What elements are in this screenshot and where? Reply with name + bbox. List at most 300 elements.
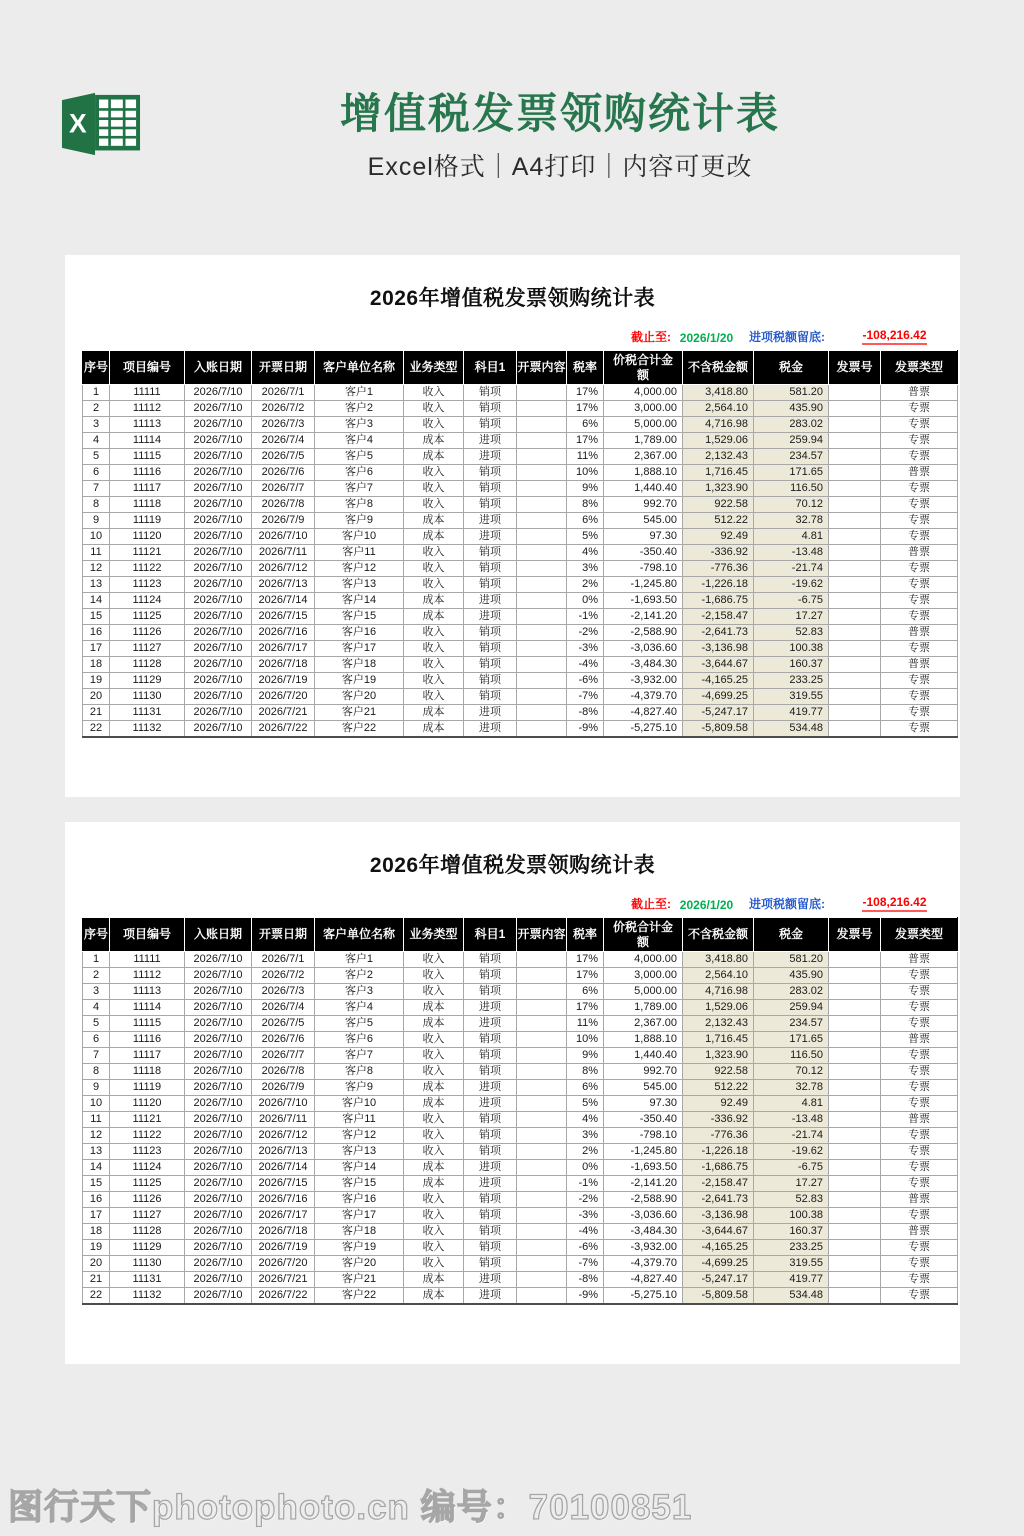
- table-cell: 2026/7/1: [252, 952, 315, 968]
- table-cell: [829, 705, 881, 721]
- table-cell: 3: [83, 984, 110, 1000]
- table-cell: 11120: [110, 529, 185, 545]
- table-cell: 2026/7/4: [252, 433, 315, 449]
- table-cell: 10%: [567, 1032, 604, 1048]
- table-cell: -776.36: [683, 1128, 754, 1144]
- table-cell: 12: [83, 1128, 110, 1144]
- table-cell: [829, 1112, 881, 1128]
- table-cell: [829, 952, 881, 968]
- table-cell: 2026/7/10: [185, 1064, 252, 1080]
- table-cell: 11130: [110, 1256, 185, 1272]
- table-cell: 专票: [881, 1288, 958, 1305]
- table-cell: -2,588.90: [604, 1192, 683, 1208]
- table-cell: 客户5: [315, 449, 404, 465]
- table-cell: -4%: [567, 657, 604, 673]
- table-cell: 专票: [881, 1128, 958, 1144]
- column-header: 序号: [83, 351, 110, 385]
- table-cell: 2026/7/10: [185, 1000, 252, 1016]
- table-row: [83, 625, 958, 641]
- table-cell: 11%: [567, 449, 604, 465]
- table-cell: 客户8: [315, 497, 404, 513]
- table-cell: [829, 673, 881, 689]
- table-cell: [829, 1256, 881, 1272]
- table-cell: 1,529.06: [683, 433, 754, 449]
- table-cell: 4,716.98: [683, 984, 754, 1000]
- vat-invoice-table: [82, 350, 958, 738]
- table-cell: 2026/7/2: [252, 968, 315, 984]
- table-cell: 销项: [464, 577, 517, 593]
- table-header-row: [83, 351, 958, 385]
- table-cell: 8: [83, 497, 110, 513]
- table-cell: 客户15: [315, 609, 404, 625]
- table-cell: 7: [83, 481, 110, 497]
- table-cell: 2026/7/22: [252, 721, 315, 738]
- table-cell: 进项: [464, 433, 517, 449]
- table-cell: [517, 1208, 567, 1224]
- table-cell: -2,641.73: [683, 1192, 754, 1208]
- column-header: 客户单位名称: [315, 918, 404, 952]
- table-cell: 11116: [110, 465, 185, 481]
- carryover-label: 进项税额留底:: [749, 330, 825, 344]
- table-cell: 销项: [464, 401, 517, 417]
- table-cell: 2026/7/14: [252, 593, 315, 609]
- table-cell: 2026/7/10: [185, 625, 252, 641]
- table-cell: 成本: [404, 513, 464, 529]
- table-cell: 11119: [110, 1080, 185, 1096]
- table-cell: [517, 561, 567, 577]
- table-cell: [517, 1000, 567, 1016]
- table-cell: 2026/7/10: [185, 609, 252, 625]
- table-cell: 客户10: [315, 1096, 404, 1112]
- table-cell: 2026/7/10: [185, 1096, 252, 1112]
- table-cell: 收入: [404, 1144, 464, 1160]
- table-cell: 171.65: [754, 1032, 829, 1048]
- table-cell: [829, 1096, 881, 1112]
- table-cell: 14: [83, 1160, 110, 1176]
- table-cell: -19.62: [754, 577, 829, 593]
- table-cell: 成本: [404, 705, 464, 721]
- table-cell: 11112: [110, 401, 185, 417]
- table-cell: 客户12: [315, 561, 404, 577]
- table-cell: 客户2: [315, 401, 404, 417]
- table-cell: [517, 1080, 567, 1096]
- table-cell: 9%: [567, 481, 604, 497]
- table-cell: 17.27: [754, 609, 829, 625]
- table-cell: 进项: [464, 1272, 517, 1288]
- table-cell: 进项: [464, 513, 517, 529]
- table-cell: 客户20: [315, 1256, 404, 1272]
- table-row: [83, 593, 958, 609]
- table-cell: 专票: [881, 1000, 958, 1016]
- table-cell: 2026/7/20: [252, 689, 315, 705]
- table-cell: 收入: [404, 689, 464, 705]
- table-cell: 客户19: [315, 1240, 404, 1256]
- table-cell: 2026/7/10: [185, 497, 252, 513]
- table-cell: 销项: [464, 1256, 517, 1272]
- table-row: [83, 705, 958, 721]
- table-cell: 销项: [464, 561, 517, 577]
- table-cell: 专票: [881, 1080, 958, 1096]
- table-cell: 2026/7/5: [252, 449, 315, 465]
- table-cell: 1,440.40: [604, 481, 683, 497]
- table-row: [83, 1144, 958, 1160]
- table-cell: 11122: [110, 1128, 185, 1144]
- table-cell: 客户13: [315, 1144, 404, 1160]
- table-cell: -4,827.40: [604, 705, 683, 721]
- table-cell: 收入: [404, 1240, 464, 1256]
- table-cell: -4,699.25: [683, 1256, 754, 1272]
- table-row: [83, 385, 958, 401]
- table-cell: 11115: [110, 449, 185, 465]
- table-cell: 2,367.00: [604, 449, 683, 465]
- table-cell: 12: [83, 561, 110, 577]
- table-cell: -13.48: [754, 1112, 829, 1128]
- table-cell: 专票: [881, 417, 958, 433]
- table-cell: -1%: [567, 609, 604, 625]
- table-cell: 5,000.00: [604, 417, 683, 433]
- table-cell: 19: [83, 1240, 110, 1256]
- table-cell: 10: [83, 529, 110, 545]
- table-cell: 2026/7/2: [252, 401, 315, 417]
- table-cell: 22: [83, 721, 110, 738]
- table-cell: 11127: [110, 1208, 185, 1224]
- table-cell: [517, 984, 567, 1000]
- table-cell: 18: [83, 1224, 110, 1240]
- table-cell: 专票: [881, 1048, 958, 1064]
- table-cell: 普票: [881, 1112, 958, 1128]
- table-cell: 客户9: [315, 513, 404, 529]
- table-cell: 销项: [464, 1192, 517, 1208]
- table-cell: 销项: [464, 1112, 517, 1128]
- table-cell: -2,588.90: [604, 625, 683, 641]
- table-cell: [517, 1144, 567, 1160]
- table-cell: 普票: [881, 657, 958, 673]
- table-cell: 收入: [404, 481, 464, 497]
- table-cell: 专票: [881, 1176, 958, 1192]
- table-cell: 成本: [404, 1096, 464, 1112]
- table-cell: [829, 1064, 881, 1080]
- table-cell: 8: [83, 1064, 110, 1080]
- table-cell: [517, 529, 567, 545]
- table-cell: -350.40: [604, 1112, 683, 1128]
- table-cell: 成本: [404, 1176, 464, 1192]
- table-cell: 2026/7/16: [252, 1192, 315, 1208]
- table-cell: [517, 689, 567, 705]
- table-cell: [517, 673, 567, 689]
- table-cell: 11113: [110, 417, 185, 433]
- table-cell: 2026/7/10: [185, 1224, 252, 1240]
- table-cell: 11%: [567, 1016, 604, 1032]
- table-cell: -4,699.25: [683, 689, 754, 705]
- table-cell: 11120: [110, 1096, 185, 1112]
- table-cell: -5,275.10: [604, 721, 683, 738]
- table-cell: [829, 529, 881, 545]
- carryover-value: -108,216.42: [832, 895, 957, 912]
- column-header: 项目编号: [110, 918, 185, 952]
- table-cell: 客户3: [315, 417, 404, 433]
- table-cell: 客户10: [315, 529, 404, 545]
- table-cell: 普票: [881, 545, 958, 561]
- table-cell: 5%: [567, 529, 604, 545]
- table-cell: [517, 577, 567, 593]
- table-cell: 普票: [881, 385, 958, 401]
- table-cell: -7%: [567, 1256, 604, 1272]
- table-cell: -1,245.80: [604, 1144, 683, 1160]
- table-cell: 2026/7/10: [185, 1016, 252, 1032]
- table-cell: [829, 1208, 881, 1224]
- table-cell: 11119: [110, 513, 185, 529]
- table-cell: 销项: [464, 465, 517, 481]
- table-cell: 专票: [881, 401, 958, 417]
- table-cell: [517, 1128, 567, 1144]
- table-cell: -336.92: [683, 545, 754, 561]
- table-cell: 17.27: [754, 1176, 829, 1192]
- table-row: [83, 1112, 958, 1128]
- table-cell: 2026/7/10: [185, 449, 252, 465]
- table-cell: 2026/7/10: [185, 1112, 252, 1128]
- table-cell: 1,716.45: [683, 1032, 754, 1048]
- table-cell: 2026/7/17: [252, 641, 315, 657]
- table-cell: 21: [83, 1272, 110, 1288]
- table-cell: 2026/7/17: [252, 1208, 315, 1224]
- table-cell: 2026/7/10: [185, 465, 252, 481]
- table-cell: 销项: [464, 1144, 517, 1160]
- table-cell: 2026/7/18: [252, 657, 315, 673]
- table-cell: 进项: [464, 721, 517, 738]
- table-cell: 收入: [404, 657, 464, 673]
- table-cell: 收入: [404, 1192, 464, 1208]
- table-cell: 2,132.43: [683, 1016, 754, 1032]
- table-cell: -3,036.60: [604, 641, 683, 657]
- table-cell: 收入: [404, 401, 464, 417]
- table-cell: 专票: [881, 561, 958, 577]
- table-cell: 销项: [464, 689, 517, 705]
- table-cell: 922.58: [683, 497, 754, 513]
- table-cell: -9%: [567, 1288, 604, 1305]
- table-cell: 客户13: [315, 577, 404, 593]
- table-cell: 2026/7/10: [185, 641, 252, 657]
- table-cell: [829, 449, 881, 465]
- table-cell: 18: [83, 657, 110, 673]
- table-cell: 19: [83, 673, 110, 689]
- table-cell: 客户19: [315, 673, 404, 689]
- table-cell: 3,418.80: [683, 952, 754, 968]
- table-cell: 成本: [404, 1160, 464, 1176]
- table-cell: 进项: [464, 1288, 517, 1305]
- table-cell: 专票: [881, 689, 958, 705]
- table-cell: 11122: [110, 561, 185, 577]
- table-cell: [829, 561, 881, 577]
- table-row: [83, 1208, 958, 1224]
- table-row: [83, 1240, 958, 1256]
- table-cell: [517, 385, 567, 401]
- table-cell: 581.20: [754, 385, 829, 401]
- table-cell: 17%: [567, 952, 604, 968]
- table-cell: 70.12: [754, 497, 829, 513]
- table-cell: 专票: [881, 577, 958, 593]
- table-cell: [829, 1160, 881, 1176]
- table-cell: 6%: [567, 417, 604, 433]
- table-cell: 1,789.00: [604, 433, 683, 449]
- carryover-label: 进项税额留底:: [749, 897, 825, 911]
- table-cell: 2026/7/10: [185, 984, 252, 1000]
- table-cell: 234.57: [754, 1016, 829, 1032]
- table-cell: 成本: [404, 1000, 464, 1016]
- table-cell: 2026/7/10: [185, 545, 252, 561]
- table-cell: [829, 1288, 881, 1305]
- table-row: [83, 1176, 958, 1192]
- table-row: [83, 513, 958, 529]
- table-row: [83, 609, 958, 625]
- table-cell: 专票: [881, 673, 958, 689]
- table-cell: 专票: [881, 1256, 958, 1272]
- table-cell: 11132: [110, 721, 185, 738]
- table-cell: 2026/7/22: [252, 1288, 315, 1305]
- table-row: [83, 968, 958, 984]
- table-row: [83, 641, 958, 657]
- table-cell: -5,809.58: [683, 1288, 754, 1305]
- column-header: 项目编号: [110, 351, 185, 385]
- table-cell: [829, 689, 881, 705]
- table-cell: 成本: [404, 1080, 464, 1096]
- table-cell: 6: [83, 465, 110, 481]
- table-cell: 11114: [110, 433, 185, 449]
- table-cell: 545.00: [604, 513, 683, 529]
- table-cell: 2026/7/11: [252, 545, 315, 561]
- table-cell: 普票: [881, 1224, 958, 1240]
- table-cell: 11123: [110, 577, 185, 593]
- table-cell: 收入: [404, 561, 464, 577]
- table-cell: [517, 721, 567, 738]
- table-cell: 销项: [464, 385, 517, 401]
- table-cell: 客户11: [315, 1112, 404, 1128]
- table-cell: 收入: [404, 625, 464, 641]
- table-cell: 1,323.90: [683, 481, 754, 497]
- table-cell: 259.94: [754, 433, 829, 449]
- table-cell: 客户6: [315, 465, 404, 481]
- table-cell: 1: [83, 952, 110, 968]
- table-cell: -776.36: [683, 561, 754, 577]
- sheet-title: 2026年增值税发票领购统计表: [369, 854, 656, 877]
- table-cell: 客户3: [315, 984, 404, 1000]
- table-cell: [829, 417, 881, 433]
- table-cell: [517, 968, 567, 984]
- table-cell: -5,275.10: [604, 1288, 683, 1305]
- table-cell: 2026/7/10: [185, 1192, 252, 1208]
- table-cell: 2026/7/10: [185, 577, 252, 593]
- table-cell: 2026/7/10: [185, 1048, 252, 1064]
- table-cell: 11131: [110, 1272, 185, 1288]
- table-cell: 319.55: [754, 689, 829, 705]
- table-cell: 客户21: [315, 705, 404, 721]
- table-cell: [517, 465, 567, 481]
- table-cell: 419.77: [754, 1272, 829, 1288]
- table-cell: 销项: [464, 984, 517, 1000]
- table-cell: -798.10: [604, 561, 683, 577]
- table-cell: 13: [83, 1144, 110, 1160]
- table-row: [83, 657, 958, 673]
- table-cell: 97.30: [604, 529, 683, 545]
- table-cell: 客户22: [315, 1288, 404, 1305]
- table-cell: 2026/7/10: [185, 1160, 252, 1176]
- table-cell: [829, 497, 881, 513]
- table-cell: 2026/7/10: [185, 952, 252, 968]
- table-row: [83, 1080, 958, 1096]
- table-cell: 992.70: [604, 497, 683, 513]
- table-cell: 专票: [881, 433, 958, 449]
- table-cell: 21: [83, 705, 110, 721]
- table-cell: [517, 641, 567, 657]
- table-cell: 8%: [567, 497, 604, 513]
- table-cell: [517, 1288, 567, 1305]
- table-cell: 收入: [404, 577, 464, 593]
- table-cell: 92.49: [683, 1096, 754, 1112]
- table-cell: -21.74: [754, 561, 829, 577]
- table-cell: 4%: [567, 1112, 604, 1128]
- table-cell: -1,686.75: [683, 593, 754, 609]
- table-cell: 成本: [404, 1272, 464, 1288]
- table-cell: 11118: [110, 497, 185, 513]
- table-cell: 销项: [464, 673, 517, 689]
- table-cell: [517, 497, 567, 513]
- table-cell: 客户16: [315, 1192, 404, 1208]
- table-cell: 专票: [881, 1208, 958, 1224]
- deadline-label: 截止至:: [631, 330, 671, 344]
- table-cell: 4,716.98: [683, 417, 754, 433]
- table-cell: 3,000.00: [604, 968, 683, 984]
- table-cell: [829, 1048, 881, 1064]
- table-cell: 客户4: [315, 1000, 404, 1016]
- table-cell: 435.90: [754, 968, 829, 984]
- table-cell: 11127: [110, 641, 185, 657]
- table-cell: 14: [83, 593, 110, 609]
- table-cell: 成本: [404, 593, 464, 609]
- table-cell: 专票: [881, 705, 958, 721]
- table-cell: 销项: [464, 1032, 517, 1048]
- table-cell: 2026/7/10: [185, 481, 252, 497]
- table-cell: -4,379.70: [604, 689, 683, 705]
- table-cell: [829, 641, 881, 657]
- table-cell: 2026/7/9: [252, 1080, 315, 1096]
- table-cell: 11125: [110, 609, 185, 625]
- table-cell: 2026/7/10: [185, 657, 252, 673]
- table-row: [83, 497, 958, 513]
- table-cell: 17%: [567, 1000, 604, 1016]
- table-cell: 收入: [404, 1032, 464, 1048]
- table-cell: 2026/7/13: [252, 577, 315, 593]
- table-cell: 11131: [110, 705, 185, 721]
- table-cell: [517, 1048, 567, 1064]
- table-cell: 2026/7/13: [252, 1144, 315, 1160]
- table-cell: 11: [83, 545, 110, 561]
- table-cell: 100.38: [754, 641, 829, 657]
- table-cell: 11129: [110, 1240, 185, 1256]
- table-cell: -2,158.47: [683, 609, 754, 625]
- table-cell: [829, 1224, 881, 1240]
- table-cell: 专票: [881, 1144, 958, 1160]
- table-cell: -1,686.75: [683, 1160, 754, 1176]
- table-cell: 客户1: [315, 385, 404, 401]
- table-cell: 2026/7/3: [252, 984, 315, 1000]
- table-cell: 2026/7/10: [185, 1176, 252, 1192]
- table-cell: 2026/7/10: [185, 673, 252, 689]
- table-cell: 销项: [464, 417, 517, 433]
- table-cell: 9%: [567, 1048, 604, 1064]
- table-cell: -1,245.80: [604, 577, 683, 593]
- sheet-title: 2026年增值税发票领购统计表: [369, 287, 656, 310]
- table-cell: 259.94: [754, 1000, 829, 1016]
- table-cell: 2026/7/10: [185, 1240, 252, 1256]
